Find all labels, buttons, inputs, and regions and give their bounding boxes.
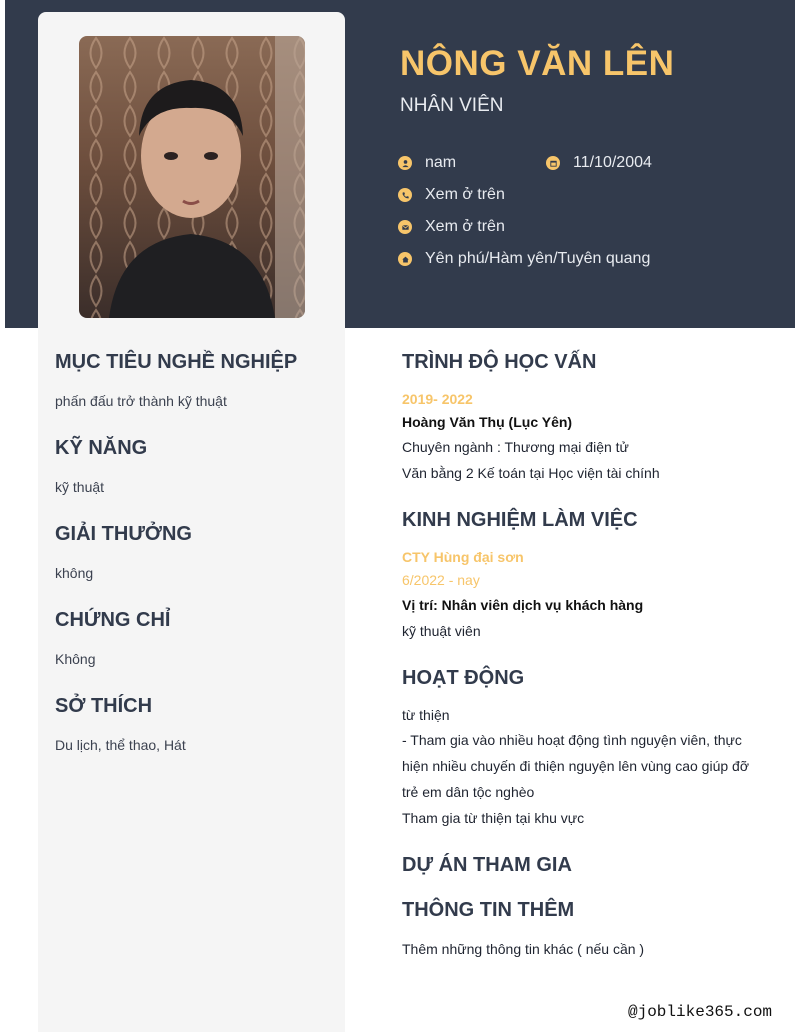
more-info-text: Thêm những thông tin khác ( nếu cần ) [402, 941, 645, 957]
objective-text: phấn đấu trở thành kỹ thuật [55, 393, 227, 409]
more-info-title: THÔNG TIN THÊM [402, 899, 575, 921]
education-school: Hoàng Văn Thụ (Lục Yên) [402, 414, 573, 430]
watermark: @joblike365.com [628, 1003, 773, 1021]
skills-title: KỸ NĂNG [55, 437, 148, 459]
phone-row [398, 186, 505, 204]
certificates-title: CHỨNG CHỈ [55, 609, 171, 631]
skills-text: kỹ thuật [55, 479, 105, 495]
activities-line1: từ thiện [402, 707, 450, 723]
birthdate-row [546, 154, 652, 172]
education-title: TRÌNH ĐỘ HỌC VẤN [402, 351, 597, 373]
hobbies-title: SỞ THÍCH [55, 695, 153, 717]
education-major: Chuyên ngành : Thương mại điện tử [402, 439, 629, 455]
experience-period: 6/2022 - nay [402, 572, 480, 588]
phone-icon [398, 188, 412, 202]
email-value: Xem ở trên [425, 218, 505, 235]
mail-icon [398, 220, 412, 234]
email-row [398, 218, 505, 236]
address-row [398, 250, 650, 268]
user-icon [398, 156, 412, 170]
activities-title: HOẠT ĐỘNG [402, 667, 525, 689]
home-icon [398, 252, 412, 266]
birthdate-value: 11/10/2004 [573, 154, 652, 171]
gender-row [398, 154, 456, 172]
job-position: NHÂN VIÊN [400, 95, 504, 116]
experience-desc: kỹ thuật viên [402, 623, 481, 639]
awards-title: GIẢI THƯỞNG [55, 523, 192, 545]
awards-text: không [55, 565, 94, 581]
gender-value: nam [425, 154, 457, 171]
experience-title: KINH NGHIỆM LÀM VIỆC [402, 509, 638, 531]
activities-line3: Tham gia từ thiện tại khu vực [402, 810, 585, 826]
activities-line2: - Tham gia vào nhiều hoạt động tình nguyện viên, thực hiện nhiều chuyến đi thiện nguyện lên vùng cao giúp đỡ trẻ em dân tộc nghèo [402, 732, 749, 800]
calendar-icon [546, 156, 560, 170]
experience-role: Vị trí: Nhân viên dịch vụ khách hàng [402, 597, 644, 613]
experience-company: CTY Hùng đại sơn [402, 549, 524, 565]
objective-title: MỤC TIÊU NGHỀ NGHIỆP [55, 351, 298, 373]
education-period: 2019- 2022 [402, 391, 473, 407]
projects-title: DỰ ÁN THAM GIA [402, 854, 572, 876]
phone-value: Xem ở trên [425, 186, 505, 203]
profile-photo [79, 36, 305, 318]
education-extra: Văn bằng 2 Kế toán tại Học viện tài chính [402, 465, 660, 481]
candidate-name: NÔNG VĂN LÊN [400, 44, 675, 83]
hobbies-text: Du lịch, thể thao, Hát [55, 737, 186, 753]
address-value: Yên phú/Hàm yên/Tuyên quang [425, 250, 651, 267]
certificates-text: Không [55, 651, 96, 667]
